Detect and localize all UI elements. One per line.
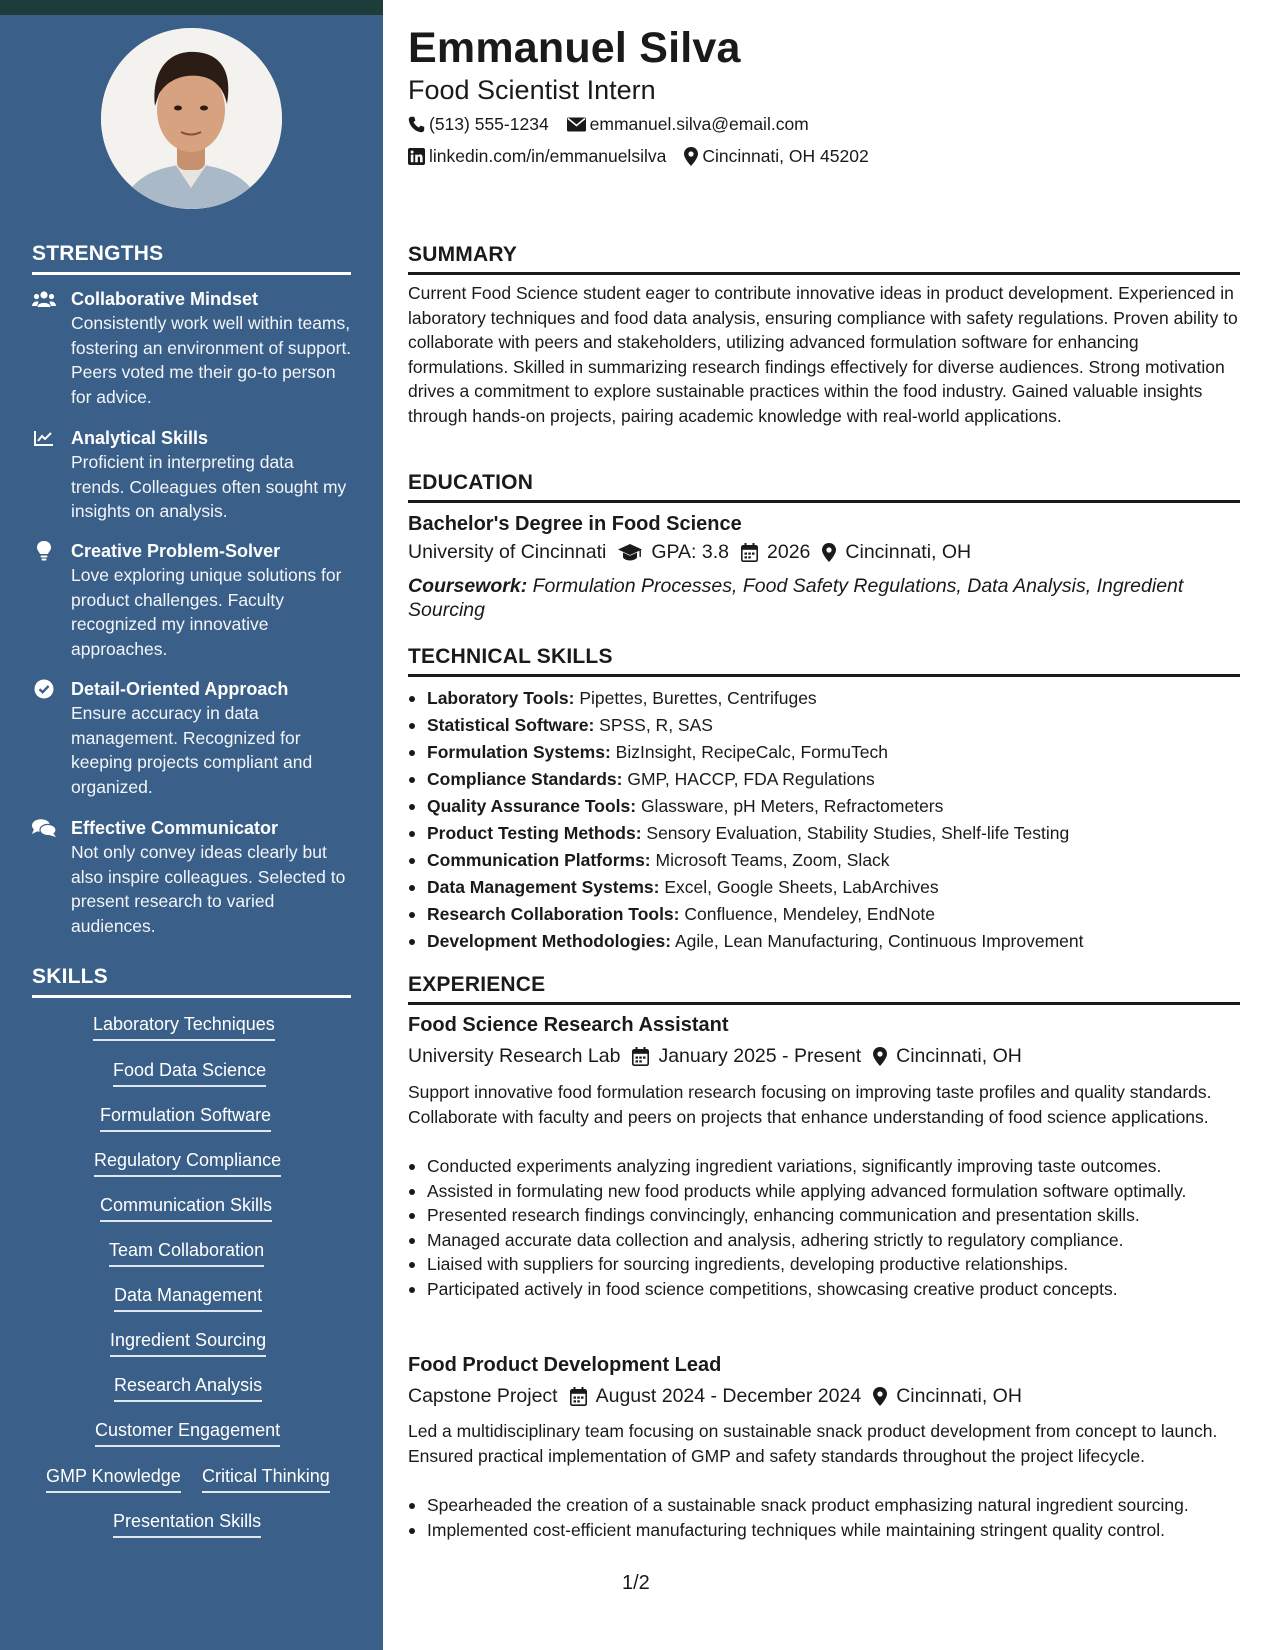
sidebar [0, 0, 383, 1650]
technical-skills-heading: TECHNICAL SKILLS [408, 645, 1240, 677]
calendar-icon [632, 1047, 649, 1066]
education-meta [408, 541, 971, 564]
map-pin-icon [873, 1387, 887, 1406]
comments-icon [32, 818, 56, 838]
job-org: Capstone Project [408, 1385, 558, 1407]
list-item: Formulation Systems: BizInsight, RecipeCalc, FormuTech [408, 739, 1240, 766]
strength-desc: Not only convey ideas clearly but also inspire colleagues. Selected to present research to varied audiences. [71, 842, 346, 936]
phone-text: (513) 555-1234 [429, 114, 549, 134]
list-item: Statistical Software: SPSS, R, SAS [408, 712, 1240, 739]
skill-tag: Formulation Software [100, 1104, 271, 1132]
experience-heading: EXPERIENCE [408, 973, 1240, 1005]
strengths-heading: STRENGTHS [32, 242, 351, 275]
list-item: Compliance Standards: GMP, HACCP, FDA Regulations [408, 766, 1240, 793]
technical-skills-list [408, 685, 1240, 955]
job-location: Cincinnati, OH [873, 1385, 1022, 1408]
linkedin-icon [408, 148, 425, 165]
strength-item [32, 816, 352, 938]
map-pin-icon [684, 147, 698, 166]
check-circle-icon [32, 679, 56, 699]
strength-item [32, 426, 352, 524]
job-meta [408, 1045, 1022, 1068]
skill-tag: Ingredient Sourcing [110, 1329, 266, 1357]
list-item: Conducted experiments analyzing ingredient variations, significantly improving taste outcomes. [408, 1154, 1240, 1179]
skill-tag: Team Collaboration [109, 1239, 264, 1267]
strength-desc: Proficient in interpreting data trends. Colleagues often sought my insights on analysis. [71, 452, 347, 521]
summary-heading: SUMMARY [408, 243, 1240, 275]
contact-row [408, 146, 869, 167]
skill-tag: GMP Knowledge [46, 1465, 181, 1493]
page-number: 1/2 [622, 1572, 650, 1594]
chart-line-icon [32, 428, 56, 448]
list-item: Presented research findings convincingly, enhancing communication and presentation skills. [408, 1203, 1240, 1228]
contact-linkedin[interactable] [408, 146, 666, 167]
strength-item [32, 287, 352, 409]
strength-title: Collaborative Mindset [71, 289, 259, 309]
skill-tag: Presentation Skills [113, 1510, 261, 1538]
skill-tag: Communication Skills [100, 1194, 272, 1222]
strength-item [32, 539, 352, 661]
coursework-list: Formulation Processes, Food Safety Regulations, Data Analysis, Ingredient Sourcing [408, 575, 1184, 621]
list-item: Liaised with suppliers for sourcing ingredients, developing productive relationships. [408, 1252, 1240, 1277]
contact-phone[interactable] [408, 114, 549, 135]
list-item: Data Management Systems: Excel, Google Sheets, LabArchives [408, 874, 1240, 901]
skill-tag: Data Management [114, 1284, 262, 1312]
list-item: Quality Assurance Tools: Glassware, pH Meters, Refractometers [408, 793, 1240, 820]
graduation-cap-icon [618, 544, 642, 561]
phone-icon [408, 116, 425, 133]
linkedin-text: linkedin.com/in/emmanuelsilva [429, 146, 667, 166]
list-item: Spearheaded the creation of a sustainable snack product emphasizing natural ingredient sourcing. [408, 1493, 1240, 1518]
envelope-icon [567, 117, 586, 132]
skill-tag: Food Data Science [113, 1059, 266, 1087]
degree-title: Bachelor's Degree in Food Science [408, 513, 742, 535]
list-item: Assisted in formulating new food products while applying advanced formulation software optimally. [408, 1179, 1240, 1204]
strength-title: Effective Communicator [71, 818, 279, 838]
candidate-name: Emmanuel Silva [408, 24, 741, 72]
grad-year: 2026 [741, 541, 810, 564]
list-item: Managed accurate data collection and analysis, adhering strictly to regulatory compliance. [408, 1228, 1240, 1253]
job-location: Cincinnati, OH [873, 1045, 1022, 1068]
sidebar-top-bar [0, 0, 383, 15]
job-dates: January 2025 - Present [632, 1045, 861, 1068]
strength-desc: Ensure accuracy in data management. Recognized for keeping projects compliant and organized. [71, 703, 313, 797]
summary-text: Current Food Science student eager to contribute innovative ideas in product development. Experienced in laboratory techniques and food data analysis, ensuring compliance with safety regulations. Proven ability to collaborate with peers and stakeholders, utilizing advanced formulation software for enhancing formulations. Skilled in summarizing research findings effectively for diverse audiences. Strong motivation drives a commitment to explore sustainable practices within the food industry. Gained valuable insights through hands-on projects, pairing academic knowledge with real-world applications. [408, 283, 1238, 426]
job-org: University Research Lab [408, 1045, 621, 1067]
school-name: University of Cincinnati [408, 541, 607, 563]
job-title: Food Product Development Lead [408, 1354, 722, 1376]
contact-row [408, 114, 809, 135]
calendar-icon [570, 1387, 587, 1406]
lightbulb-icon [32, 541, 56, 561]
strength-title: Detail-Oriented Approach [71, 679, 289, 699]
job-summary: Led a multidisciplinary team focusing on sustainable snack product development from concept to launch. Ensured practical implementation of GMP and safety standards throughout the project lifecycle. [408, 1421, 1218, 1466]
users-icon [32, 289, 56, 309]
list-item: Laboratory Tools: Pipettes, Burettes, Centrifuges [408, 685, 1240, 712]
job-bullets [408, 1493, 1240, 1542]
coursework [408, 574, 1240, 622]
list-item: Implemented cost-efficient manufacturing techniques while maintaining stringent quality control. [408, 1518, 1240, 1543]
strength-item [32, 677, 352, 799]
education-heading: EDUCATION [408, 471, 1240, 503]
contact-email[interactable] [567, 114, 809, 135]
list-item: Product Testing Methods: Sensory Evaluation, Stability Studies, Shelf-life Testing [408, 820, 1240, 847]
skill-tag: Research Analysis [114, 1374, 262, 1402]
strength-title: Creative Problem-Solver [71, 541, 281, 561]
job-meta [408, 1385, 1022, 1408]
skill-tag: Critical Thinking [202, 1465, 330, 1493]
calendar-icon [741, 543, 758, 562]
candidate-role: Food Scientist Intern [408, 75, 656, 105]
strength-desc: Consistently work well within teams, fostering an environment of support. Peers voted me their go-to person for advice. [71, 313, 352, 407]
skill-tag: Regulatory Compliance [94, 1149, 281, 1177]
job-title: Food Science Research Assistant [408, 1014, 729, 1036]
list-item: Development Methodologies: Agile, Lean Manufacturing, Continuous Improvement [408, 928, 1240, 955]
job-summary: Support innovative food formulation research focusing on improving taste profiles and quality standards. Collaborate with faculty and peers on projects that enhance understanding of food science applications. [408, 1082, 1212, 1127]
location-text: Cincinnati, OH 45202 [702, 146, 869, 166]
education-location: Cincinnati, OH [822, 541, 971, 564]
email-text: emmanuel.silva@email.com [589, 114, 809, 134]
coursework-label: Coursework: [408, 575, 528, 597]
strength-title: Analytical Skills [71, 428, 209, 448]
skill-tag: Laboratory Techniques [93, 1013, 275, 1041]
map-pin-icon [873, 1047, 887, 1066]
job-bullets [408, 1154, 1240, 1301]
job-dates: August 2024 - December 2024 [570, 1385, 862, 1408]
strength-desc: Love exploring unique solutions for product challenges. Faculty recognized my innovative approaches. [71, 565, 342, 659]
list-item: Communication Platforms: Microsoft Teams, Zoom, Slack [408, 847, 1240, 874]
skills-heading: SKILLS [32, 965, 351, 998]
gpa: GPA: 3.8 [618, 541, 729, 564]
list-item: Research Collaboration Tools: Confluence, Mendeley, EndNote [408, 901, 1240, 928]
contact-location [684, 146, 868, 167]
skill-tag: Customer Engagement [95, 1419, 280, 1447]
map-pin-icon [822, 543, 836, 562]
avatar [101, 28, 282, 209]
list-item: Participated actively in food science competitions, showcasing creative product concepts. [408, 1277, 1240, 1302]
